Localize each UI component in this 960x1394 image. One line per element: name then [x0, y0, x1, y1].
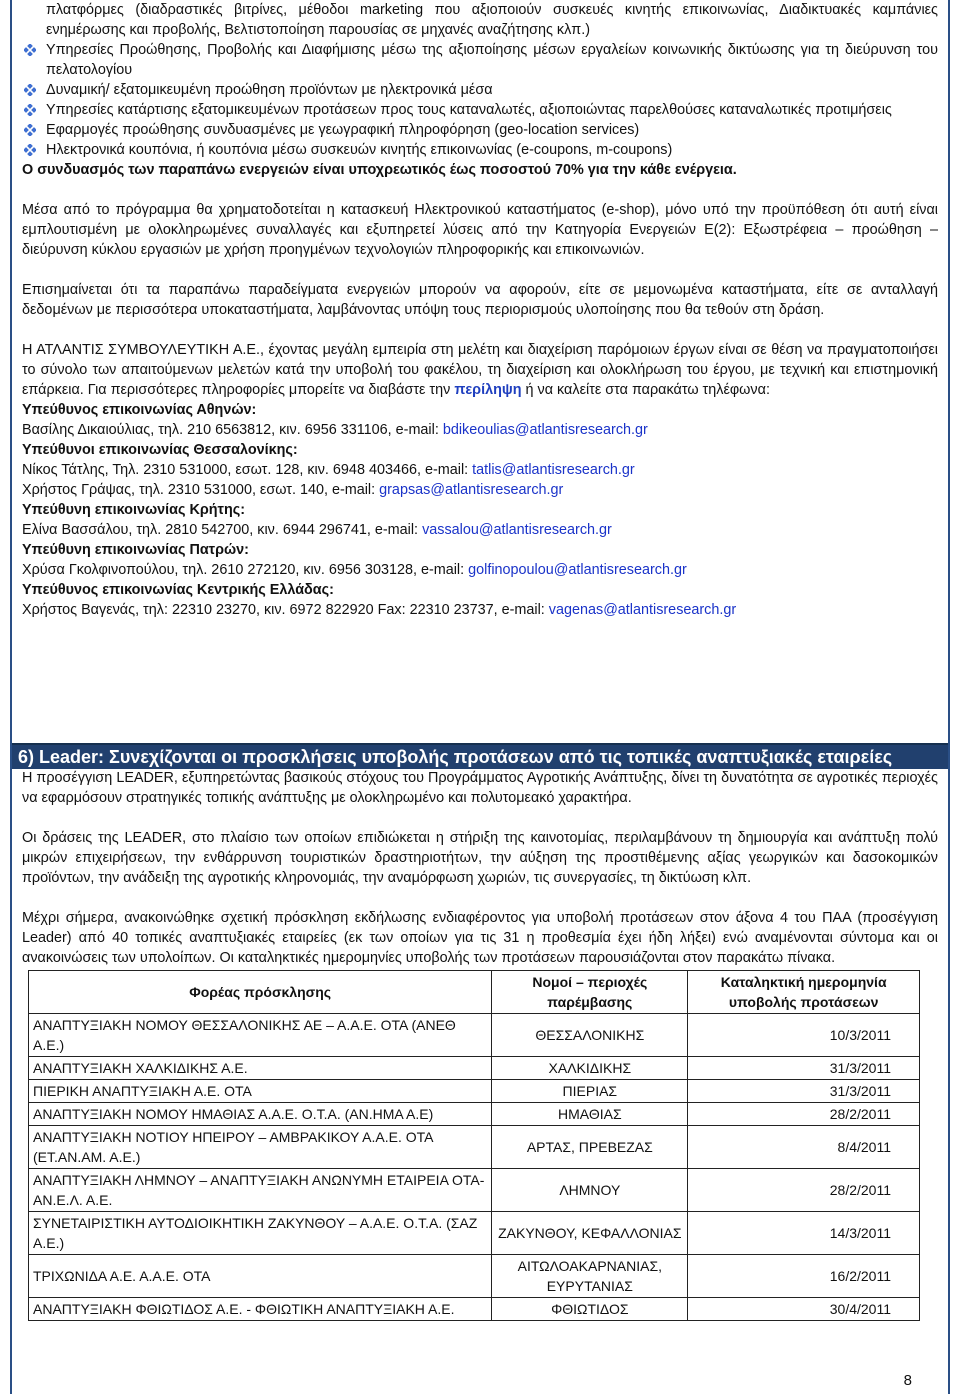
cell-regions: ΑΡΤΑΣ, ΠΡΕΒΕΖΑΣ	[492, 1126, 688, 1169]
combo-note: Ο συνδυασμός των παραπάνω ενεργειών είναι υποχρεωτικός έως ποσοστού 70% για την κάθε ενέργεια.	[22, 162, 737, 178]
email-link[interactable]: vagenas@atlantisresearch.gr	[548, 602, 737, 618]
email-link[interactable]: golfinopoulou@atlantisresearch.gr	[468, 562, 687, 578]
section-6-content	[12, 768, 948, 1321]
table-row	[29, 1057, 920, 1080]
cell-regions: ΦΘΙΩΤΙΔΟΣ	[492, 1298, 688, 1321]
cell-organization: ΑΝΑΠΤΥΞΙΑΚΗ ΧΑΛΚΙΔΙΚΗΣ Α.Ε.	[29, 1057, 492, 1080]
contacts-block	[22, 400, 938, 620]
cell-organization: ΣΥΝΕΤΑΙΡΙΣΤΙΚΗ ΑΥΤΟΔΙΟΙΚΗΤΙΚΗ ΖΑΚΥΝΘΟΥ – Α.Α.Ε. Ο.Τ.Α. (ΣΑΖ Α.Ε.)	[29, 1212, 492, 1255]
contact-details: Ελίνα Βασσάλου, τηλ. 2810 542700, κιν. 6944 296741, e-mail:	[22, 522, 423, 538]
contact-line	[22, 560, 938, 580]
contact-line	[22, 420, 938, 440]
atlantis-paragraph	[22, 340, 938, 400]
contact-heading: Υπεύθυνος επικοινωνίας Κεντρικής Ελλάδας:	[22, 582, 334, 598]
cell-deadline: 30/4/2011	[688, 1298, 920, 1321]
table-row	[29, 1103, 920, 1126]
cell-deadline: 28/2/2011	[688, 1169, 920, 1212]
cell-organization: ΑΝΑΠΤΥΞΙΑΚΗ ΝΟΜΟΥ ΘΕΣΣΑΛΟΝΙΚΗΣ ΑΕ – Α.Α.Ε. ΟΤΑ (ΑΝΕΘ Α.Ε.)	[29, 1014, 492, 1057]
page-frame	[10, 0, 950, 1394]
contact-heading: Υπεύθυνοι επικοινωνίας Θεσσαλονίκης:	[22, 442, 298, 458]
contact-line	[22, 480, 938, 500]
contact-heading: Υπεύθυνη επικοινωνίας Πατρών:	[22, 542, 249, 558]
summary-link[interactable]: περίληψη	[454, 382, 522, 398]
cell-deadline: 28/2/2011	[688, 1103, 920, 1126]
cell-regions: ΗΜΑΘΙΑΣ	[492, 1103, 688, 1126]
leader-paragraph-2: Οι δράσεις της LEADER, στο πλαίσιο των οποίων επιδιώκεται η στήριξη της καινοτομίας, περιλαμβάνουν τη δημιουργία και ανάπτυξη πολύ μικρών επιχειρήσεων, την ενθάρρυνση τουριστικών δραστηριοτήτων, την αύξηση της προστιθέμενης αξίας γεωργικών και δασοκομικών προϊόντων, την ανάδειξη της αγροτικής κληρονομιάς, την αναμόρφωση χωριών, τις συνεργασίες, τη δικτύωση κλπ.	[22, 830, 938, 886]
contact-line	[22, 520, 938, 540]
bullet-text: Δυναμική/ εξατομικευμένη προώθηση προϊόντων με ηλεκτρονικά μέσα	[46, 82, 493, 98]
atlantis-text-end: ή να καλείτε στα παρακάτω τηλέφωνα:	[521, 382, 770, 398]
bullet-text: Εφαρμογές προώθησης συνδυασμένες με γεωγραφική πληροφόρηση (geo-location services)	[46, 122, 640, 138]
bullet-item	[22, 40, 938, 80]
eshop-paragraph: Μέσα από το πρόγραμμα θα χρηματοδοτείται η κατασκευή Ηλεκτρονικού καταστήματος (e-shop), μόνο υπό την προϋπόθεση ότι αυτή είναι εμπλουτισμένη με ολοκληρωμένες συναλλαγές και εξυπηρετεί λύσεις από την Κατηγορία Ενεργειών Ε(2): Εξωστρέφεια – προώθηση – διεύρυνση κύκλου εργασιών με χρήση προηγμένων τεχνολογιών πληροφορικής και επικοινωνιών.	[22, 202, 938, 258]
page-number: 8	[903, 1372, 912, 1389]
four-diamond-bullet-icon	[24, 104, 36, 116]
email-link[interactable]: grapsas@atlantisresearch.gr	[379, 482, 564, 498]
header-organization: Φορέας πρόσκλησης	[29, 971, 492, 1014]
cell-deadline: 16/2/2011	[688, 1255, 920, 1298]
table-row	[29, 1212, 920, 1255]
table-row	[29, 1080, 920, 1103]
bullet-item	[22, 80, 938, 100]
cell-organization: ΑΝΑΠΤΥΞΙΑΚΗ ΦΘΙΩΤΙΔΟΣ Α.Ε. - ΦΘΙΩΤΙΚΗ ΑΝΑΠΤΥΞΙΑΚΗ Α.Ε.	[29, 1298, 492, 1321]
contact-details: Χρύσα Γκολφινοπούλου, τηλ. 2610 272120, κιν. 6956 303128, e-mail:	[22, 562, 469, 578]
cell-regions: ΧΑΛΚΙΔΙΚΗΣ	[492, 1057, 688, 1080]
main-content	[12, 0, 948, 620]
cell-regions: ΠΙΕΡΙΑΣ	[492, 1080, 688, 1103]
cell-deadline: 31/3/2011	[688, 1080, 920, 1103]
contact-details: Χρήστος Βαγενάς, τηλ: 22310 23270, κιν. 6972 822920 Fax: 22310 23737, e-mail:	[22, 602, 549, 618]
section-6-title: 6) Leader: Συνεχίζονται οι προσκλήσεις υποβολής προτάσεων από τις τοπικές αναπτυξιακές εταιρείες	[12, 743, 948, 769]
table-row	[29, 1298, 920, 1321]
bullet-item	[22, 120, 938, 140]
cell-organization: ΑΝΑΠΤΥΞΙΑΚΗ ΝΟΜΟΥ ΗΜΑΘΙΑΣ Α.Α.Ε. Ο.Τ.Α. (ΑΝ.ΗΜΑ Α.Ε)	[29, 1103, 492, 1126]
bullet-text: Ηλεκτρονικά κουπόνια, ή κουπόνια μέσω συσκευών κινητής επικοινωνίας (e-coupons, m-coupons)	[46, 142, 673, 158]
header-deadline: Καταληκτική ημερομηνία υποβολής προτάσεων	[688, 971, 920, 1014]
cell-deadline: 8/4/2011	[688, 1126, 920, 1169]
contact-heading: Υπεύθυνος επικοινωνίας Αθηνών:	[22, 402, 257, 418]
intro-text: πλατφόρμες (διαδραστικές βιτρίνες, μέθοδοι marketing που αξιοποιούν συσκευές κινητής επικοινωνίας, Διαδικτυακές καμπάνιες ενημέρωσης και προβολής, Βελτιστοποίηση παρουσίας σε μηχανές αναζήτησης κλπ.)	[46, 2, 938, 38]
email-link[interactable]: vassalou@atlantisresearch.gr	[422, 522, 612, 538]
leader-paragraph-3: Μέχρι σήμερα, ανακοινώθηκε σχετική πρόσκληση εκδήλωσης ενδιαφέροντος για υποβολή προτάσεων στον άξονα 4 του ΠΑΑ (προσέγγιση Leader) από 40 τοπικές αναπτυξιακές εταιρείες (εκ των οποίων για τις 31 η προθεσμία έχει ήδη λήξει) ενώ αναμένονται σύντομα και οι ανακοινώσεις των υπολοίπων. Οι καταληκτικές ημερομηνίες υποβολής των προτάσεων παρουσιάζονται στον παρακάτω πίνακα.	[22, 910, 938, 966]
atlantis-text-start: Η ΑΤΛΑΝΤΙΣ ΣΥΜΒΟΥΛΕΥΤΙΚΗ Α.Ε., έχοντας μεγάλη εμπειρία στη μελέτη και διαχείριση παρόμοιων έργων είναι σε θέση να πραγματοποιήσει το σύνολο των απαιτούμενων μελετών κατά την υποβολή του φακέλου, τη διαχείριση και ολοκλήρωση του έργου, με τεχνική και επιστημονική επάρκεια. Για περισσότερες πληροφορίες μπορείτε να διαβάστε την	[22, 342, 938, 398]
cell-regions: ΘΕΣΣΑΛΟΝΙΚΗΣ	[492, 1014, 688, 1057]
email-link[interactable]: bdikeoulias@atlantisresearch.gr	[442, 422, 648, 438]
contact-line	[22, 460, 938, 480]
deadlines-table	[28, 970, 920, 1321]
bullet-text: Υπηρεσίες Προώθησης, Προβολής και Διαφήμισης μέσω της αξιοποίησης μέσων εργαλείων κοινωνικής δικτύωσης για τη διεύρυνση του πελατολογίου	[46, 42, 938, 78]
contact-details: Νίκος Τάτλης, Τηλ. 2310 531000, εσωτ. 128, κιν. 6948 403466, e-mail:	[22, 462, 473, 478]
cell-organization: ΑΝΑΠΤΥΞΙΑΚΗ ΝΟΤΙΟΥ ΗΠΕΙΡΟΥ – ΑΜΒΡΑΚΙΚΟΥ Α.Α.Ε. ΟΤΑ (ΕΤ.ΑΝ.ΑΜ. Α.Ε.)	[29, 1126, 492, 1169]
bullet-item	[22, 140, 938, 160]
contact-heading: Υπεύθυνη επικοινωνίας Κρήτης:	[22, 502, 246, 518]
cell-organization: ΑΝΑΠΤΥΞΙΑΚΗ ΛΗΜΝΟΥ – ΑΝΑΠΤΥΞΙΑΚΗ ΑΝΩΝΥΜΗ ΕΤΑΙΡΕΙΑ ΟΤΑ- ΑΝ.Ε.Λ. Α.Ε.	[29, 1169, 492, 1212]
four-diamond-bullet-icon	[24, 84, 36, 96]
contact-line	[22, 600, 938, 620]
four-diamond-bullet-icon	[24, 44, 36, 56]
four-diamond-bullet-icon	[24, 144, 36, 156]
cell-regions: ΖΑΚΥΝΘΟΥ, ΚΕΦΑΛΛΟΝΙΑΣ	[492, 1212, 688, 1255]
table-row	[29, 1014, 920, 1057]
four-diamond-bullet-icon	[24, 124, 36, 136]
bullet-item	[22, 100, 938, 120]
contact-details: Χρήστος Γράψας, τηλ. 2310 531000, εσωτ. 140, e-mail:	[22, 482, 380, 498]
table-row	[29, 1255, 920, 1298]
cell-deadline: 31/3/2011	[688, 1057, 920, 1080]
bullet-list	[22, 40, 938, 160]
table-header-row	[29, 971, 920, 1014]
cell-deadline: 10/3/2011	[688, 1014, 920, 1057]
cell-regions: ΑΙΤΩΛΟΑΚΑΡΝΑΝΙΑΣ, ΕΥΡΥΤΑΝΙΑΣ	[492, 1255, 688, 1298]
cell-regions: ΛΗΜΝΟΥ	[492, 1169, 688, 1212]
table-row	[29, 1169, 920, 1212]
table-row	[29, 1126, 920, 1169]
cell-deadline: 14/3/2011	[688, 1212, 920, 1255]
leader-paragraph-1: Η προσέγγιση LEADER, εξυπηρετώντας βασικούς στόχους του Προγράμματος Αγροτικής Ανάπτυξης, δίνει τη δυνατότητα σε αγροτικές περιοχές να εφαρμόσουν στρατηγικές τοπικής ανάπτυξης με ολοκληρωμένο και πολυτομεακό χαρακτήρα.	[22, 770, 938, 806]
cell-organization: ΤΡΙΧΩΝΙΔΑ Α.Ε. Α.Α.Ε. ΟΤΑ	[29, 1255, 492, 1298]
note-paragraph: Επισημαίνεται ότι τα παραπάνω παραδείγματα ενεργειών μπορούν να αφορούν, είτε σε μεμονωμένα καταστήματα, είτε σε ανταλλαγή δεδομένων με περισσότερα υποκαταστήματα, λαμβάνοντας υπόψη τους περιορισμούς υλοποίησης που θα τεθούν στη δράση.	[22, 282, 938, 318]
email-link[interactable]: tatlis@atlantisresearch.gr	[472, 462, 635, 478]
cell-organization: ΠΙΕΡΙΚΗ ΑΝΑΠΤΥΞΙΑΚΗ Α.Ε. ΟΤΑ	[29, 1080, 492, 1103]
header-regions: Νομοί – περιοχές παρέμβασης	[492, 971, 688, 1014]
table-body	[29, 1014, 920, 1321]
bullet-text: Υπηρεσίες κατάρτισης εξατομικευμένων προτάσεων προς τους καταναλωτές, αξιοποιώντας παρελθούσες καταναλωτικές προτιμήσεις	[46, 102, 892, 118]
contact-details: Βασίλης Δικαιούλιας, τηλ. 210 6563812, κιν. 6956 331106, e-mail:	[22, 422, 443, 438]
